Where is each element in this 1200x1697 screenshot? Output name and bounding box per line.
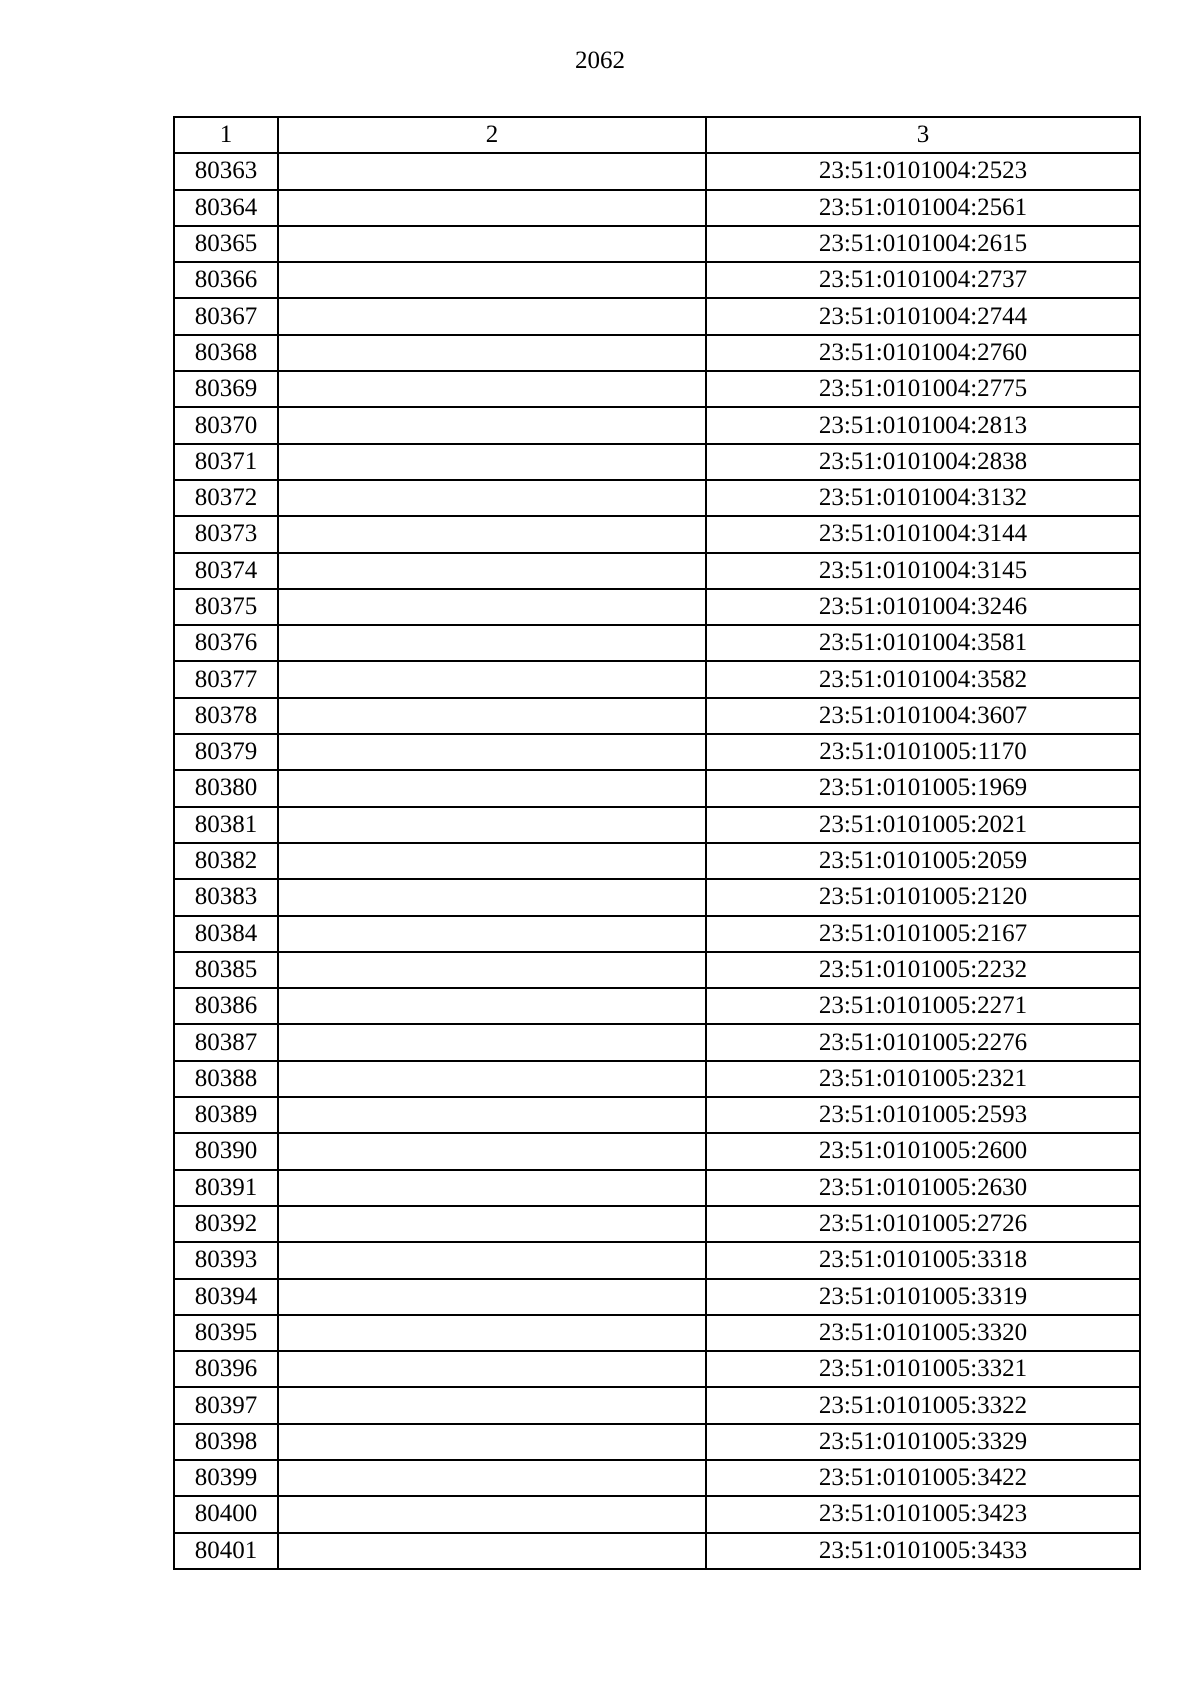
table-row	[174, 1533, 1140, 1569]
cadastral-number-cell: 23:51:0101005:3318	[706, 1242, 1140, 1278]
table-row	[174, 734, 1140, 770]
cadastral-number-cell: 23:51:0101004:2838	[706, 444, 1140, 480]
table-row	[174, 516, 1140, 552]
empty-cell	[278, 1170, 706, 1206]
empty-cell	[278, 190, 706, 226]
row-number-cell: 80391	[174, 1170, 278, 1206]
empty-cell	[278, 879, 706, 915]
empty-cell	[278, 807, 706, 843]
row-number-cell: 80369	[174, 371, 278, 407]
table-row	[174, 698, 1140, 734]
row-number-cell: 80368	[174, 335, 278, 371]
cadastral-number-cell: 23:51:0101005:2120	[706, 879, 1140, 915]
empty-cell	[278, 1206, 706, 1242]
empty-cell	[278, 1242, 706, 1278]
empty-cell	[278, 1315, 706, 1351]
row-number-cell: 80384	[174, 916, 278, 952]
table-row	[174, 770, 1140, 806]
cadastral-number-cell: 23:51:0101004:3246	[706, 589, 1140, 625]
empty-cell	[278, 1496, 706, 1532]
empty-cell	[278, 1351, 706, 1387]
row-number-cell: 80376	[174, 625, 278, 661]
cadastral-number-cell: 23:51:0101005:1969	[706, 770, 1140, 806]
cadastral-number-cell: 23:51:0101005:2726	[706, 1206, 1140, 1242]
table-row	[174, 843, 1140, 879]
row-number-cell: 80373	[174, 516, 278, 552]
row-number-cell: 80381	[174, 807, 278, 843]
empty-cell	[278, 1387, 706, 1423]
registry-table	[173, 116, 1141, 1570]
row-number-cell: 80395	[174, 1315, 278, 1351]
table-row	[174, 1351, 1140, 1387]
cadastral-number-cell: 23:51:0101005:2600	[706, 1133, 1140, 1169]
table-row	[174, 1279, 1140, 1315]
row-number-cell: 80364	[174, 190, 278, 226]
row-number-cell: 80388	[174, 1061, 278, 1097]
table-row	[174, 153, 1140, 189]
table-row	[174, 916, 1140, 952]
empty-cell	[278, 407, 706, 443]
cadastral-number-cell: 23:51:0101004:3144	[706, 516, 1140, 552]
empty-cell	[278, 698, 706, 734]
table-row	[174, 988, 1140, 1024]
table-row	[174, 661, 1140, 697]
column-header-3: 3	[706, 117, 1140, 153]
column-header-2: 2	[278, 117, 706, 153]
table-row	[174, 1387, 1140, 1423]
empty-cell	[278, 625, 706, 661]
table-row	[174, 589, 1140, 625]
empty-cell	[278, 1424, 706, 1460]
table-row	[174, 1424, 1140, 1460]
table-row	[174, 298, 1140, 334]
empty-cell	[278, 480, 706, 516]
table-row	[174, 553, 1140, 589]
cadastral-number-cell: 23:51:0101005:3433	[706, 1533, 1140, 1569]
table-header	[174, 117, 1140, 153]
row-number-cell: 80392	[174, 1206, 278, 1242]
empty-cell	[278, 298, 706, 334]
table-row	[174, 1460, 1140, 1496]
cadastral-number-cell: 23:51:0101005:2321	[706, 1061, 1140, 1097]
row-number-cell: 80386	[174, 988, 278, 1024]
cadastral-number-cell: 23:51:0101005:2232	[706, 952, 1140, 988]
cadastral-number-cell: 23:51:0101005:3319	[706, 1279, 1140, 1315]
empty-cell	[278, 553, 706, 589]
cadastral-number-cell: 23:51:0101004:3132	[706, 480, 1140, 516]
table-body	[174, 153, 1140, 1569]
empty-cell	[278, 153, 706, 189]
row-number-cell: 80367	[174, 298, 278, 334]
empty-cell	[278, 661, 706, 697]
cadastral-number-cell: 23:51:0101005:2059	[706, 843, 1140, 879]
row-number-cell: 80399	[174, 1460, 278, 1496]
cadastral-number-cell: 23:51:0101004:2775	[706, 371, 1140, 407]
row-number-cell: 80380	[174, 770, 278, 806]
empty-cell	[278, 226, 706, 262]
cadastral-number-cell: 23:51:0101005:2271	[706, 988, 1140, 1024]
cadastral-number-cell: 23:51:0101005:2167	[706, 916, 1140, 952]
column-header-1: 1	[174, 117, 278, 153]
row-number-cell: 80378	[174, 698, 278, 734]
table-row	[174, 444, 1140, 480]
table-row	[174, 262, 1140, 298]
empty-cell	[278, 589, 706, 625]
row-number-cell: 80389	[174, 1097, 278, 1133]
cadastral-number-cell: 23:51:0101005:2630	[706, 1170, 1140, 1206]
row-number-cell: 80394	[174, 1279, 278, 1315]
row-number-cell: 80383	[174, 879, 278, 915]
empty-cell	[278, 916, 706, 952]
empty-cell	[278, 516, 706, 552]
table-row	[174, 952, 1140, 988]
row-number-cell: 80372	[174, 480, 278, 516]
empty-cell	[278, 1533, 706, 1569]
table-row	[174, 371, 1140, 407]
row-number-cell: 80363	[174, 153, 278, 189]
table-row	[174, 190, 1140, 226]
table-row	[174, 807, 1140, 843]
empty-cell	[278, 770, 706, 806]
cadastral-number-cell: 23:51:0101004:2523	[706, 153, 1140, 189]
page-number: 2062	[575, 47, 625, 74]
cadastral-number-cell: 23:51:0101004:3581	[706, 625, 1140, 661]
cadastral-number-cell: 23:51:0101005:3423	[706, 1496, 1140, 1532]
empty-cell	[278, 371, 706, 407]
row-number-cell: 80385	[174, 952, 278, 988]
table-row	[174, 1170, 1140, 1206]
empty-cell	[278, 952, 706, 988]
cadastral-number-cell: 23:51:0101004:3582	[706, 661, 1140, 697]
empty-cell	[278, 988, 706, 1024]
table-row	[174, 226, 1140, 262]
table-row	[174, 625, 1140, 661]
cadastral-number-cell: 23:51:0101004:2813	[706, 407, 1140, 443]
table-row	[174, 1206, 1140, 1242]
row-number-cell: 80375	[174, 589, 278, 625]
row-number-cell: 80400	[174, 1496, 278, 1532]
table-row	[174, 1496, 1140, 1532]
empty-cell	[278, 1024, 706, 1060]
table-row	[174, 407, 1140, 443]
cadastral-number-cell: 23:51:0101004:2744	[706, 298, 1140, 334]
header-row	[174, 117, 1140, 153]
cadastral-number-cell: 23:51:0101005:3320	[706, 1315, 1140, 1351]
cadastral-number-cell: 23:51:0101004:2737	[706, 262, 1140, 298]
empty-cell	[278, 1133, 706, 1169]
table-row	[174, 1024, 1140, 1060]
row-number-cell: 80390	[174, 1133, 278, 1169]
cadastral-number-cell: 23:51:0101004:2615	[706, 226, 1140, 262]
cadastral-number-cell: 23:51:0101005:3329	[706, 1424, 1140, 1460]
cadastral-number-cell: 23:51:0101005:3422	[706, 1460, 1140, 1496]
table-row	[174, 1315, 1140, 1351]
row-number-cell: 80379	[174, 734, 278, 770]
empty-cell	[278, 1460, 706, 1496]
row-number-cell: 80377	[174, 661, 278, 697]
row-number-cell: 80387	[174, 1024, 278, 1060]
row-number-cell: 80398	[174, 1424, 278, 1460]
row-number-cell: 80393	[174, 1242, 278, 1278]
cadastral-number-cell: 23:51:0101005:3322	[706, 1387, 1140, 1423]
row-number-cell: 80397	[174, 1387, 278, 1423]
empty-cell	[278, 843, 706, 879]
table-row	[174, 335, 1140, 371]
table-row	[174, 879, 1140, 915]
empty-cell	[278, 1097, 706, 1133]
empty-cell	[278, 444, 706, 480]
cadastral-number-cell: 23:51:0101005:3321	[706, 1351, 1140, 1387]
table-row	[174, 1133, 1140, 1169]
cadastral-number-cell: 23:51:0101004:2760	[706, 335, 1140, 371]
cadastral-number-cell: 23:51:0101005:2593	[706, 1097, 1140, 1133]
empty-cell	[278, 734, 706, 770]
empty-cell	[278, 262, 706, 298]
cadastral-number-cell: 23:51:0101004:2561	[706, 190, 1140, 226]
cadastral-number-cell: 23:51:0101004:3145	[706, 553, 1140, 589]
cadastral-number-cell: 23:51:0101005:1170	[706, 734, 1140, 770]
row-number-cell: 80374	[174, 553, 278, 589]
table-row	[174, 1061, 1140, 1097]
cadastral-number-cell: 23:51:0101005:2021	[706, 807, 1140, 843]
row-number-cell: 80401	[174, 1533, 278, 1569]
row-number-cell: 80382	[174, 843, 278, 879]
table-row	[174, 1097, 1140, 1133]
empty-cell	[278, 335, 706, 371]
empty-cell	[278, 1061, 706, 1097]
row-number-cell: 80370	[174, 407, 278, 443]
cadastral-number-cell: 23:51:0101005:2276	[706, 1024, 1140, 1060]
row-number-cell: 80366	[174, 262, 278, 298]
table-row	[174, 1242, 1140, 1278]
row-number-cell: 80396	[174, 1351, 278, 1387]
row-number-cell: 80371	[174, 444, 278, 480]
row-number-cell: 80365	[174, 226, 278, 262]
table-row	[174, 480, 1140, 516]
cadastral-number-cell: 23:51:0101004:3607	[706, 698, 1140, 734]
empty-cell	[278, 1279, 706, 1315]
